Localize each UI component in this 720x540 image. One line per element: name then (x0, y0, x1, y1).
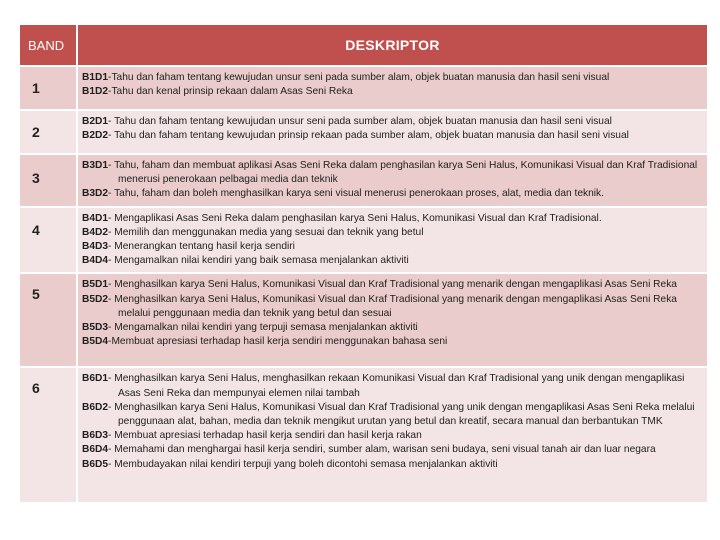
descriptor-text: -Membuat apresiasi terhadap hasil kerja sendiri menggunakan bahasa seni (108, 336, 448, 348)
descriptor-code: B4D3 (82, 241, 109, 253)
band-number-text: 5 (32, 286, 40, 303)
band-number (19, 207, 77, 274)
band-number-text: 4 (32, 221, 40, 238)
descriptor-line (82, 335, 701, 349)
descriptor-line (82, 226, 701, 240)
band-number-text: 3 (32, 170, 40, 186)
descriptor-code: B1D1 (82, 72, 109, 83)
descriptor-text: - Menghasilkan karya Seni Halus, Komunikasi Visual dan Kraf Tradisional yang menarik dengan mengaplikasi Asas Seni Reka (108, 279, 677, 291)
descriptor-code: B2D1 (82, 116, 109, 127)
descriptor-cell (77, 154, 707, 207)
descriptor-line (82, 85, 701, 99)
descriptor-text: - Menghasilkan karya Seni Halus, Komunikasi Visual dan Kraf Tradisional yang unik dengan mengaplikasi Asas Seni Reka melalui penggunaan alat, bahan, media dan teknik mengikut urutan yang betul dan kreatif, secara manual dan berbantukan TMK (108, 401, 695, 428)
descriptor-code: B4D2 (82, 226, 109, 238)
descriptor-code: B4D1 (82, 212, 109, 224)
descriptor-line (82, 254, 701, 268)
band-descriptor-table (18, 25, 707, 504)
descriptor-column-header: DESKRIPTOR (77, 25, 707, 66)
descriptor-code: B4D4 (82, 255, 109, 267)
descriptor-line (82, 159, 701, 187)
descriptor-code: B5D4 (82, 336, 109, 348)
descriptor-code: B6D4 (82, 444, 109, 456)
band-number (19, 367, 77, 503)
descriptor-text: - Mengamalkan nilai kendiri yang baik semasa menjalankan aktiviti (108, 255, 409, 267)
descriptor-line (82, 293, 701, 321)
descriptor-text: -Tahu dan faham tentang kewujudan unsur seni pada sumber alam, objek buatan manusia dan hasil seni visual (108, 72, 610, 83)
band-number-text: 2 (32, 124, 40, 140)
table-row (19, 367, 707, 503)
descriptor-line (82, 240, 701, 254)
band-number (19, 154, 77, 207)
descriptor-line (82, 71, 701, 85)
table-row (19, 154, 707, 207)
descriptor-line (82, 429, 701, 443)
table-row (19, 110, 707, 154)
descriptor-line (82, 443, 701, 457)
descriptor-code: B6D1 (82, 373, 109, 385)
descriptor-code: B3D2 (82, 188, 109, 200)
descriptor-cell (77, 110, 707, 154)
descriptor-code: B6D3 (82, 430, 109, 442)
descriptor-line (82, 187, 701, 201)
descriptor-line (82, 129, 701, 143)
descriptor-cell (77, 66, 707, 110)
descriptor-line (82, 212, 701, 226)
table-row (19, 207, 707, 274)
descriptor-text: - Membudayakan nilai kendiri terpuji yang boleh dicontohi semasa menjalankan aktiviti (108, 458, 498, 470)
band-number (19, 273, 77, 367)
descriptor-text: - Memahami dan menghargai hasil kerja sendiri, sumber alam, warisan seni budaya, seni visual tanah air dan luar negara (108, 444, 656, 456)
descriptor-line (82, 321, 701, 335)
descriptor-line (82, 401, 701, 429)
descriptor-cell (77, 367, 707, 503)
descriptor-code: B2D2 (82, 130, 109, 142)
band-number (19, 66, 77, 110)
descriptor-text: - Tahu dan faham tentang kewujudan prinsip rekaan pada sumber alam, objek buatan manusia dan hasil seni visual (108, 130, 629, 142)
descriptor-text: - Tahu, faham dan boleh menghasilkan karya seni visual menerusi penerokaan proses, alat, media dan teknik. (108, 188, 604, 200)
band-column-header: BAND (19, 25, 77, 66)
descriptor-text: - Membuat apresiasi terhadap hasil kerja sendiri dan hasil kerja rakan (108, 430, 422, 442)
table-row (19, 66, 707, 110)
band-number (19, 110, 77, 154)
descriptor-text: - Menghasilkan karya Seni Halus, Komunikasi Visual dan Kraf Tradisional yang menarik dengan mengaplikasi Asas Seni Reka melalui penggunaan media dan teknik yang betul dan sesuai (108, 293, 677, 319)
descriptor-code: B6D2 (82, 401, 109, 413)
table-row (19, 273, 707, 367)
table-body (19, 66, 707, 503)
descriptor-text: - Memilih dan menggunakan media yang sesuai dan teknik yang betul (108, 226, 424, 238)
descriptor-text: - Mengamalkan nilai kendiri yang terpuji semasa menjalankan aktiviti (108, 322, 418, 334)
descriptor-text: -Tahu dan kenal prinsip rekaan dalam Asas Seni Reka (108, 86, 353, 98)
descriptor-code: B5D1 (82, 279, 109, 291)
table-header-row (19, 25, 707, 66)
descriptor-cell (77, 273, 707, 367)
descriptor-code: B1D2 (82, 86, 109, 98)
band-number-text: 6 (32, 380, 40, 397)
descriptor-cell (77, 207, 707, 274)
descriptor-text: - Menghasilkan karya Seni Halus, menghasilkan rekaan Komunikasi Visual dan Kraf Tradisional yang unik dengan mengaplikasi Asas Seni Reka dan mempunyai elemen nilai tambah (108, 373, 685, 399)
descriptor-code: B5D2 (82, 293, 109, 305)
descriptor-line (82, 278, 701, 292)
descriptor-line (82, 372, 701, 400)
descriptor-line (82, 458, 701, 472)
descriptor-code: B6D5 (82, 458, 109, 470)
descriptor-text: - Tahu, faham dan membuat aplikasi Asas Seni Reka dalam penghasilan karya Seni Halus, Komunikasi Visual dan Kraf Tradisional menerusi penerokaan pelbagai media dan teknik (108, 160, 698, 186)
descriptor-text: - Menerangkan tentang hasil kerja sendiri (108, 241, 295, 253)
descriptor-line (82, 115, 701, 129)
band-number-text: 1 (32, 80, 40, 96)
descriptor-text: - Mengaplikasi Asas Seni Reka dalam penghasilan karya Seni Halus, Komunikasi Visual dan Kraf Tradisional. (108, 212, 602, 224)
descriptor-code: B3D1 (82, 160, 109, 171)
descriptor-text: - Tahu dan faham tentang kewujudan unsur seni pada sumber alam, objek buatan manusia dan hasil seni visual (108, 116, 612, 127)
descriptor-code: B5D3 (82, 322, 109, 334)
